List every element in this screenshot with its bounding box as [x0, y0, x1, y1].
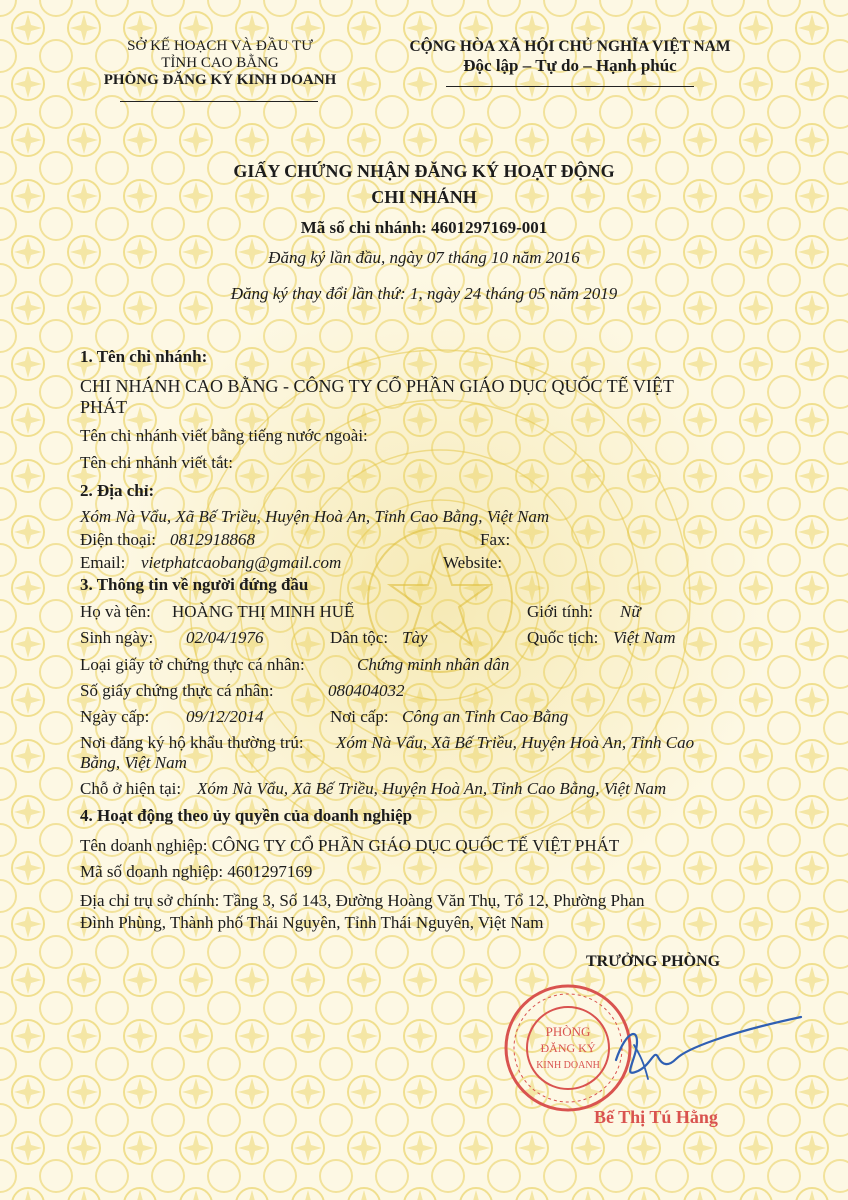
nationality-value: Việt Nam — [613, 628, 676, 647]
section-3-heading: 3. Thông tin về người đứng đầu — [80, 575, 309, 594]
short-name-label: Tên chi nhánh viết tắt: — [80, 453, 233, 472]
dob-value: 02/04/1976 — [186, 628, 264, 647]
id-number-label: Số giấy chứng thực cá nhân: — [80, 681, 274, 700]
head-name-label: Họ và tên: — [80, 602, 151, 621]
motto-underline — [446, 86, 694, 87]
current-address-value: Xóm Nà Vẩu, Xã Bế Triều, Huyện Hoà An, Tỉnh Cao Bằng, Việt Nam — [197, 779, 667, 798]
email-label: Email: — [80, 553, 126, 572]
agency-province: TỈNH CAO BẰNG — [161, 55, 279, 71]
id-number-value: 080404032 — [328, 681, 405, 700]
hq-address-line2: Đình Phùng, Thành phố Thái Nguyên, Tỉnh Thái Nguyên, Việt Nam — [80, 913, 544, 932]
agency-underline — [120, 101, 318, 102]
agency-department: SỞ KẾ HOẠCH VÀ ĐẦU TƯ — [127, 38, 313, 54]
permanent-address-line1: Xóm Nà Vẩu, Xã Bế Triều, Huyện Hoà An, Tỉnh Cao — [336, 733, 695, 752]
signer-name: Bế Thị Tú Hằng — [594, 1107, 718, 1127]
document-title: GIẤY CHỨNG NHẬN ĐĂNG KÝ HOẠT ĐỘNG — [233, 161, 615, 181]
national-name: CỘNG HÒA XÃ HỘI CHỦ NGHĨA VIỆT NAM — [409, 38, 731, 55]
branch-code: Mã số chi nhánh: 4601297169-001 — [300, 218, 548, 237]
permanent-address-label: Nơi đăng ký hộ khẩu thường trú: — [80, 733, 304, 752]
ethnic-label: Dân tộc: — [330, 628, 389, 647]
stamp-text-3: KINH DOANH — [536, 1060, 600, 1071]
id-type-label: Loại giấy tờ chứng thực cá nhân: — [80, 655, 305, 674]
phone-label: Điện thoại: — [80, 530, 157, 549]
hq-address-line1: Địa chỉ trụ sở chính: Tầng 3, Số 143, Đường Hoàng Văn Thụ, Tổ 12, Phường Phan — [80, 891, 645, 910]
issue-date-label: Ngày cấp: — [80, 707, 150, 726]
company-code: Mã số doanh nghiệp: 4601297169 — [80, 862, 313, 881]
stamp-text-2: ĐĂNG KÝ — [540, 1041, 596, 1055]
current-address-label: Chỗ ở hiện tại: — [80, 779, 182, 798]
id-type-value: Chứng minh nhân dân — [357, 655, 510, 674]
phone-value: 0812918868 — [170, 530, 255, 549]
fax-label: Fax: — [480, 530, 511, 549]
head-name-value: HOÀNG THỊ MINH HUẾ — [172, 602, 355, 621]
nationality-label: Quốc tịch: — [527, 628, 599, 647]
issue-place-value: Công an Tỉnh Cao Bằng — [402, 707, 569, 726]
ethnic-value: Tày — [402, 628, 428, 647]
branch-address: Xóm Nà Vẩu, Xã Bế Triều, Huyện Hoà An, Tỉnh Cao Bằng, Việt Nam — [80, 507, 550, 526]
email-value: vietphatcaobang@gmail.com — [141, 553, 342, 572]
agency-header — [70, 38, 370, 89]
issue-date-value: 09/12/2014 — [186, 707, 264, 726]
handwritten-signature — [596, 1005, 806, 1095]
agency-office: PHÒNG ĐĂNG KÝ KINH DOANH — [103, 72, 337, 88]
section-1-heading: 1. Tên chi nhánh: — [80, 347, 208, 366]
company-name: Tên doanh nghiệp: CÔNG TY CỔ PHẦN GIÁO DỤC QUỐC TẾ VIỆT PHÁT — [80, 836, 620, 855]
document-subtitle: CHI NHÁNH — [371, 187, 477, 207]
branch-name-line2: PHÁT — [80, 397, 128, 417]
branch-name-line1: CHI NHÁNH CAO BẰNG - CÔNG TY CỔ PHẦN GIÁO DỤC QUỐC TẾ VIỆT — [80, 376, 674, 396]
permanent-address-line2: Bằng, Việt Nam — [80, 753, 187, 772]
national-motto: Độc lập – Tự do – Hạnh phúc — [463, 56, 677, 75]
website-label: Website: — [443, 553, 503, 572]
foreign-name-label: Tên chi nhánh viết bằng tiếng nước ngoài: — [80, 426, 368, 445]
first-registration: Đăng ký lần đầu, ngày 07 tháng 10 năm 2016 — [268, 248, 580, 267]
issue-place-label: Nơi cấp: — [330, 707, 389, 726]
gender-value: Nữ — [620, 602, 641, 621]
change-registration: Đăng ký thay đổi lần thứ: 1, ngày 24 tháng 05 năm 2019 — [230, 284, 618, 303]
gender-label: Giới tính: — [527, 602, 594, 621]
section-4-heading: 4. Hoạt động theo ủy quyền của doanh nghiệp — [80, 806, 413, 825]
dob-label: Sinh ngày: — [80, 628, 154, 647]
national-header — [395, 38, 745, 76]
signature-title: TRƯỞNG PHÒNG — [586, 953, 721, 970]
stamp-text-1: PHÒNG — [545, 1024, 591, 1039]
section-2-heading: 2. Địa chỉ: — [80, 481, 155, 500]
